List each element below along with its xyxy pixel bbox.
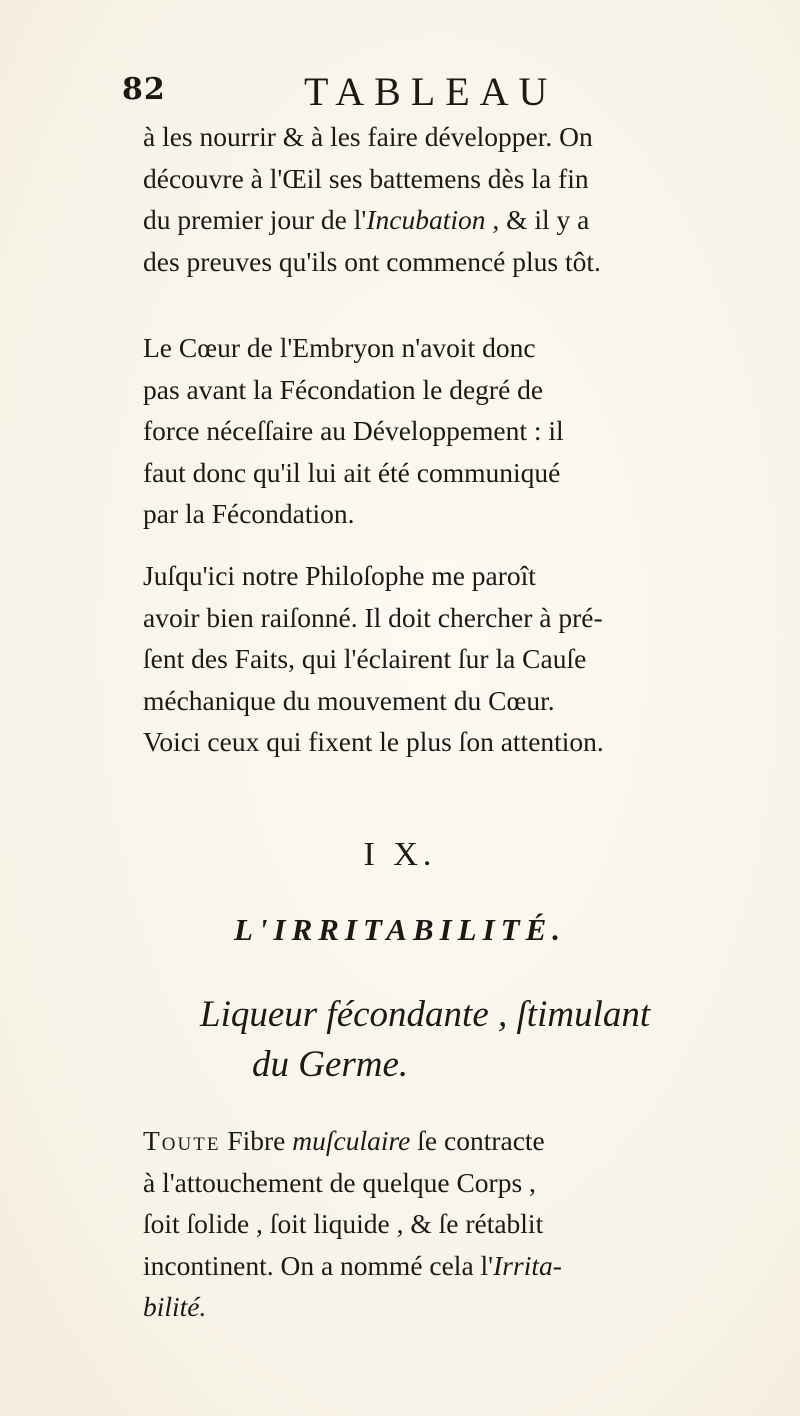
italic-term: bilité. [143, 1291, 207, 1322]
text-line [143, 199, 683, 241]
text-line: ſent des Faits, qui l'éclairent ſur la Cauſe [143, 643, 587, 674]
subtitle-line: Liqueur fécondante , ſtimulant [200, 994, 651, 1035]
section-subtitle [200, 990, 760, 1090]
subtitle-line: du Germe. [252, 1044, 409, 1085]
text-line: par la Fécondation. [143, 498, 355, 529]
text-fragment: incontinent. On a nommé cela l' [143, 1249, 494, 1281]
lead-word: Toute [143, 1125, 221, 1156]
text-line: méchanique du mouvement du Cœur. [143, 684, 555, 716]
text-line: découvre à l'Œil ses battemens dès la fin [143, 162, 589, 194]
section-number: I X. [363, 836, 437, 873]
text-line: des preuves qu'ils ont commencé plus tôt. [143, 245, 601, 277]
text-line [143, 1286, 683, 1328]
text-line: à les nourrir & à les faire développer. On [143, 121, 593, 152]
paragraph-2 [143, 327, 683, 535]
section-title: L'IRRITABILITÉ. [233, 912, 567, 947]
text-line: avoir bien raiſonné. Il doit chercher à pré- [143, 601, 603, 633]
page-number: 82 [122, 72, 166, 107]
paragraph-1 [143, 116, 683, 282]
text-line: faut donc qu'il lui ait été communiqué [143, 456, 561, 488]
text-line: Juſqu'ici notre Philoſophe me paroît [143, 560, 536, 591]
text-line [143, 1245, 683, 1287]
text-line: Voici ceux qui fixent le plus ſon attention. [143, 726, 604, 757]
running-title: TABLEAU [304, 69, 558, 114]
paragraph-4 [143, 1120, 683, 1328]
italic-term: Irrita- [493, 1249, 562, 1281]
italic-term: muſculaire [292, 1125, 411, 1156]
text-line: force néceſſaire au Développement : il [143, 415, 564, 446]
text-line: à l'attouchement de quelque Corps , [143, 1166, 536, 1198]
text-line: pas avant la Fécondation le degré de [143, 373, 544, 405]
text-fragment: Fibre [220, 1125, 293, 1156]
text-fragment: , & il y a [485, 204, 590, 235]
text-fragment: ſe contracte [410, 1125, 545, 1156]
text-line: Le Cœur de l'Embryon n'avoit donc [143, 332, 536, 363]
running-header [122, 68, 682, 112]
italic-term: Incubation [366, 204, 486, 235]
paragraph-3 [143, 555, 683, 763]
text-fragment: du premier jour de l' [143, 204, 367, 235]
text-line: ſoit ſolide , ſoit liquide , & ſe rétablit [143, 1208, 544, 1239]
text-line [143, 1120, 683, 1162]
